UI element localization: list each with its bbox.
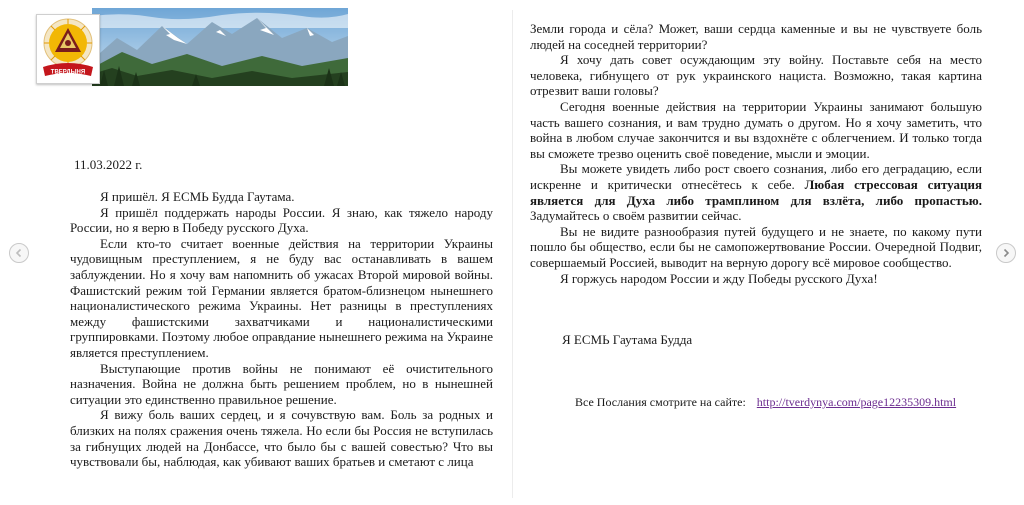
- paragraph: Выступающие против войны не понимают её очистительного назначения. Война не должна быть решением проблем, но в нынешней ситуации это единственно правильное решение.: [70, 360, 493, 407]
- paragraph: Вы не видите разнообразия путей будущего и не знаете, по какому пути пошло бы общество, если бы не самопожертвование России. Очередной Подвиг, совершаемый Россией, выводит на верную дорогу всё мировое сообщество.: [530, 223, 982, 270]
- signature: Я ЕСМЬ Гаутама Будда: [562, 332, 693, 347]
- left-page-text: [70, 189, 493, 470]
- paragraph: Я горжусь народом России и жду Победы русского Духа!: [560, 270, 878, 286]
- message-date: 11.03.2022 г.: [74, 157, 143, 172]
- next-page-button[interactable]: [996, 243, 1016, 263]
- previous-page-button[interactable]: [9, 243, 29, 263]
- right-page: [513, 0, 995, 505]
- chevron-left-icon: [14, 248, 24, 258]
- right-page-text: [530, 21, 982, 286]
- tverdynya-logo: [36, 14, 100, 84]
- paragraph: Сегодня военные действия на территории Украины занимают большую часть вашего сознания, и вам трудно думать о другом. Но я хочу заметить, что война в любом случае закончится и вы вздохнёте с облегчением. И только тогда вы сможете трезво оценить своё поведение, мысли и эмоции.: [530, 98, 982, 161]
- chevron-right-icon: [1001, 248, 1011, 258]
- logo-text: ТВЕРДЫНЯ: [50, 69, 86, 76]
- paragraph-text: Вы можете увидеть либо рост своего сознания, либо его деградацию, если искренне и критически отнесётесь к себе.: [530, 161, 982, 192]
- paragraph-text: Задумайтесь о своём развитии сейчас.: [530, 208, 742, 224]
- site-link[interactable]: http://tverdynya.com/page12235309.html: [756, 395, 957, 409]
- paragraph: Если кто-то считает военные действия на территории Украины чудовищным преступлением, я не буду вас останавливать в вашем заблуждении. Но я хочу вам напомнить об ужасах Второй мировой войны. Фашистский режим той Германии является братом-близнецом нынешнего националистического режима Украины. Нет разницы в преступлениях между фашистскими захватчиками и националистическими группировками. Поэтому любое оправдание нынешнего режима на Украине является преступлением.: [70, 235, 493, 360]
- mountain-landscape-image: [92, 8, 348, 86]
- paragraph: Я пришёл. Я ЕСМЬ Будда Гаутама.: [100, 189, 295, 204]
- paragraph: Земли города и сёла? Может, ваши сердца каменные и вы не чувствуете боль людей на соседней территории?: [530, 21, 982, 52]
- paragraph: [530, 161, 982, 223]
- site-reference: [575, 395, 956, 410]
- site-label: Все Послания смотрите на сайте:: [575, 395, 746, 409]
- bold-statement: Любая стрессовая ситуация является для Духа либо трамплином для взлёта, либо пропастью.: [530, 176, 982, 208]
- paragraph: Я пришёл поддержать народы России. Я знаю, как тяжело народу России, но я верю в Победу русского Духа.: [70, 204, 493, 236]
- paragraph: Я вижу боль ваших сердец, и я сочувствую вам. Боль за родных и близких на полях сражения очень тяжела. Но если бы Россия не вступилась за гибнущих людей на Донбассе, что было бы с вашей совестью? Что вы чувствовали бы, наблюдая, как убивают ваших братьев и сметают с лица: [70, 407, 493, 470]
- paragraph: Я хочу дать совет осуждающим эту войну. Поставьте себя на место человека, гибнущего от рук украинского нациста. Возможно, такая картина отрезвит ваши головы?: [530, 52, 982, 99]
- logo-emblem-icon: [37, 15, 99, 83]
- left-page: [30, 0, 512, 505]
- header-banner: [36, 8, 342, 86]
